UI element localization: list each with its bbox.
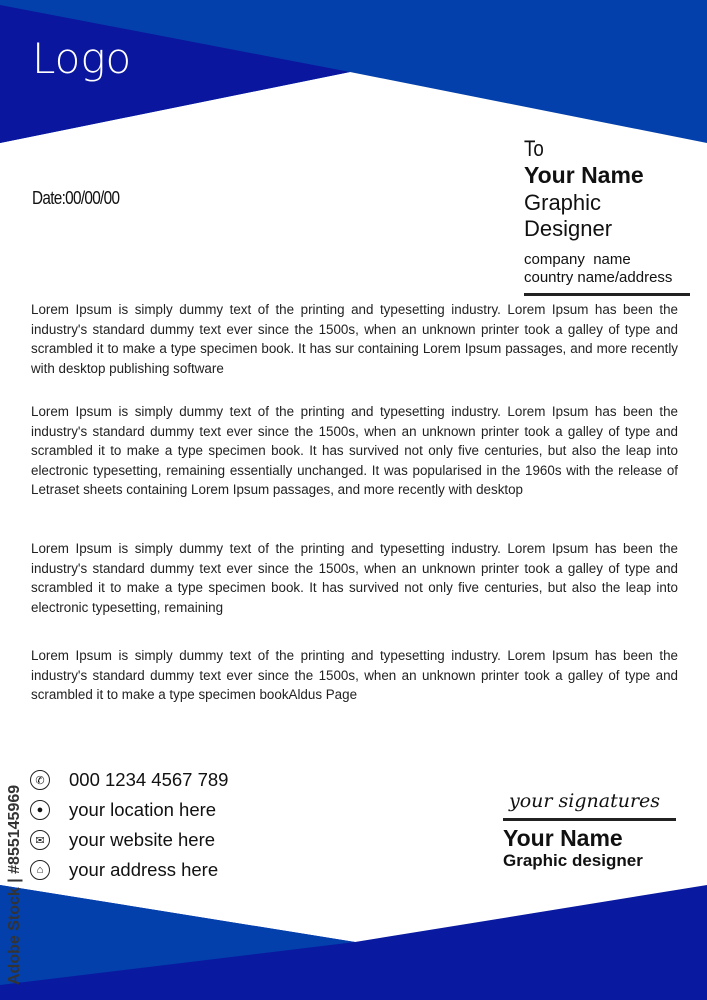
website-text: your website here — [69, 829, 216, 850]
recipient-company: company name — [524, 250, 631, 268]
sender-role: Graphic designer — [503, 851, 643, 870]
envelope-icon: ✉ — [30, 830, 50, 850]
signature: your signatures — [509, 790, 661, 812]
contact-website — [30, 825, 228, 855]
contact-location — [30, 795, 228, 825]
contact-address — [30, 855, 228, 885]
body-paragraph: Lorem Ipsum is simply dummy text of the printing and typesetting industry. Lorem Ipsum has been the industry's standard dummy text ever since the 1500s, when an unknown printer took a galley of type and scrambled it to make a type specimen book. It has sur containing Lorem Ipsum passages, and more recently with desktop publishing software — [31, 302, 678, 376]
sender-name: Your Name — [503, 825, 623, 851]
signature-line — [503, 818, 676, 821]
letter-date: Date:00/00/00 — [32, 188, 120, 208]
home-icon: ⌂ — [30, 860, 50, 880]
contact-phone — [30, 765, 228, 795]
signature-block — [503, 790, 676, 871]
recipient-to: To — [524, 136, 544, 161]
stock-watermark: Adobe Stock | #855145969 — [6, 784, 23, 985]
body-paragraph: Lorem Ipsum is simply dummy text of the printing and typesetting industry. Lorem Ipsum has been the industry's standard dummy text ever since the 1500s, when an unknown printer took a galley of type and scrambled it to make a type specimen book. It has survived not only five centuries, but also the leap into electronic typesetting, remaining essentially unchanged. It was popularised in the 1960s with the release of Letraset sheets containing Lorem Ipsum passages, and more recently with desktop — [31, 404, 678, 498]
body-paragraph: Lorem Ipsum is simply dummy text of the printing and typesetting industry. Lorem Ipsum has been the industry's standard dummy text ever since the 1500s, when an unknown printer took a galley of type and scrambled it to make a type specimen bookAldus Page — [31, 648, 678, 703]
recipient-address: country name/address — [524, 268, 673, 286]
recipient-block — [524, 136, 690, 296]
divider — [524, 293, 690, 296]
phone-icon: ✆ — [30, 770, 50, 790]
phone-text: 000 1234 4567 789 — [69, 769, 229, 790]
logo: Logo — [32, 34, 132, 83]
body-paragraph: Lorem Ipsum is simply dummy text of the printing and typesetting industry. Lorem Ipsum has been the industry's standard dummy text ever since the 1500s, when an unknown printer took a galley of type and scrambled it to make a type specimen book. It has survived not only five centuries, but also the leap into electronic typesetting, remaining — [31, 541, 678, 615]
address-text: your address here — [69, 859, 219, 880]
location-text: your location here — [69, 799, 217, 820]
location-pin-icon: ● — [30, 800, 50, 820]
recipient-role: Graphic Designer — [524, 189, 613, 242]
recipient-name: Your Name — [524, 162, 644, 189]
contact-list — [30, 765, 228, 885]
